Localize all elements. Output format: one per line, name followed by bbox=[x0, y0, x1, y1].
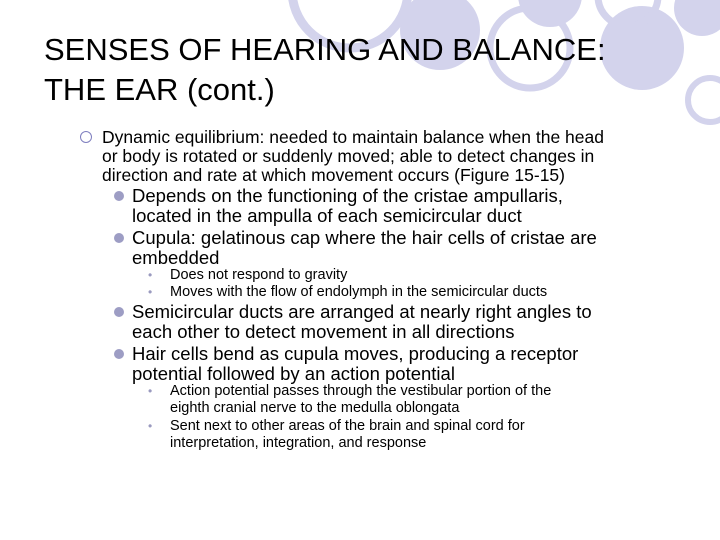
slide-title bbox=[44, 30, 606, 110]
dot-bullet-icon: • bbox=[148, 268, 153, 282]
subbullet-cristae bbox=[132, 186, 692, 226]
subsubbullet-action-potential bbox=[148, 383, 670, 416]
filled-circle-bullet-icon bbox=[114, 349, 124, 359]
title-line: THE EAR (cont.) bbox=[44, 72, 275, 107]
dot-bullet-icon: • bbox=[148, 419, 153, 433]
bullet-line: Action potential passes through the vestibular portion of the bbox=[170, 383, 552, 399]
filled-circle-bullet-icon bbox=[114, 191, 124, 201]
bullet-line: Hair cells bend as cupula moves, producing a receptor bbox=[132, 343, 579, 364]
subsubbullet-endolymph bbox=[148, 284, 670, 301]
filled-circle-bullet-icon bbox=[114, 307, 124, 317]
filled-circle-bullet-icon bbox=[114, 233, 124, 243]
dot-bullet-icon: • bbox=[148, 285, 153, 299]
bullet-line: Semicircular ducts are arranged at nearly right angles to bbox=[132, 301, 592, 322]
deco-circle bbox=[674, 0, 720, 36]
bullet-line: embedded bbox=[132, 247, 220, 268]
subbullet-cupula bbox=[132, 228, 692, 268]
bullet-line: Cupula: gelatinous cap where the hair cells of cristae are bbox=[132, 227, 597, 248]
bullet-line: Moves with the flow of endolymph in the semicircular ducts bbox=[170, 284, 548, 300]
subsubbullet-gravity bbox=[148, 267, 670, 284]
subbullet-semicircular-ducts bbox=[132, 302, 692, 342]
bullet-line: eighth cranial nerve to the medulla oblongata bbox=[170, 399, 460, 416]
bullet-line: located in the ampulla of each semicircular duct bbox=[132, 205, 522, 226]
deco-circle bbox=[518, 0, 582, 27]
title-line: SENSES OF HEARING AND BALANCE: bbox=[44, 32, 606, 67]
bullet-line: each other to detect movement in all directions bbox=[132, 321, 515, 342]
bullet-line: or body is rotated or suddenly moved; able to detect changes in bbox=[102, 146, 595, 166]
bullet-line: interpretation, integration, and response bbox=[170, 434, 427, 451]
hollow-circle-bullet-icon bbox=[80, 131, 92, 143]
deco-circle bbox=[688, 78, 720, 122]
bullet-line: Does not respond to gravity bbox=[170, 267, 348, 283]
dot-bullet-icon: • bbox=[148, 384, 153, 398]
bullet-dynamic-equilibrium bbox=[102, 128, 692, 185]
bullet-line: Depends on the functioning of the cristae ampullaris, bbox=[132, 185, 563, 206]
subbullet-hair-cells bbox=[132, 344, 692, 384]
bullet-line: Dynamic equilibrium: needed to maintain balance when the head bbox=[102, 127, 604, 147]
bullet-line: potential followed by an action potential bbox=[132, 363, 455, 384]
bullet-line: Sent next to other areas of the brain and spinal cord for bbox=[170, 418, 525, 434]
subsubbullet-sent-next bbox=[148, 418, 670, 451]
bullet-line: direction and rate at which movement occurs (Figure 15-15) bbox=[102, 165, 565, 185]
